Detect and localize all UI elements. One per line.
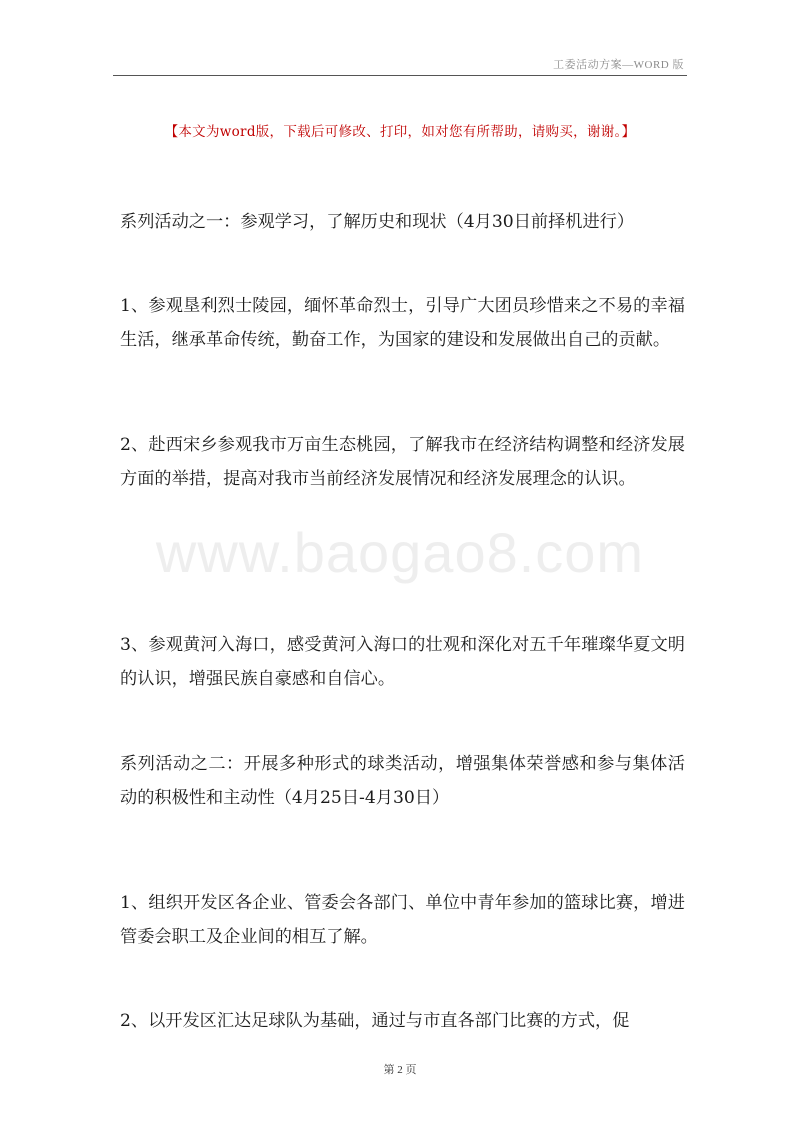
section-heading-2: 系列活动之二：开展多种形式的球类活动，增强集体荣誉感和参与集体活动的积极性和主动性（4月25日-4月30日） — [120, 754, 685, 808]
paragraph: 1、参观垦利烈士陵园，缅怀革命烈士，引导广大团员珍惜来之不易的幸福生活，继承革命传统，勤奋工作，为国家的建设和发展做出自己的贡献。 — [120, 296, 685, 350]
watermark: www.baogao8.com — [155, 521, 645, 584]
paragraph: 1、组织开发区各企业、管委会各部门、单位中青年参加的篮球比赛，增进管委会职工及企业间的相互了解。 — [120, 893, 685, 947]
section-heading-1: 系列活动之一：参观学习，了解历史和现状（4月30日前择机进行） — [120, 212, 635, 232]
header-doc-title: 工委活动方案—WORD 版 — [553, 59, 684, 71]
paragraph: 2、赴西宋乡参观我市万亩生态桃园，了解我市在经济结构调整和经济发展方面的举措，提高对我市当前经济发展情况和经济发展理念的认识。 — [120, 435, 685, 489]
page-number: 第 2 页 — [383, 1064, 417, 1076]
paragraph: 3、参观黄河入海口，感受黄河入海口的壮观和深化对五千年璀璨华夏文明的认识，增强民族自豪感和自信心。 — [120, 635, 685, 689]
paragraph: 2、以开发区汇达足球队为基础，通过与市直各部门比赛的方式，促 — [120, 1011, 630, 1031]
header-divider — [113, 75, 687, 76]
purchase-notice: 【本文为word版，下载后可修改、打印，如对您有所帮助，请购买，谢谢。】 — [164, 124, 636, 140]
